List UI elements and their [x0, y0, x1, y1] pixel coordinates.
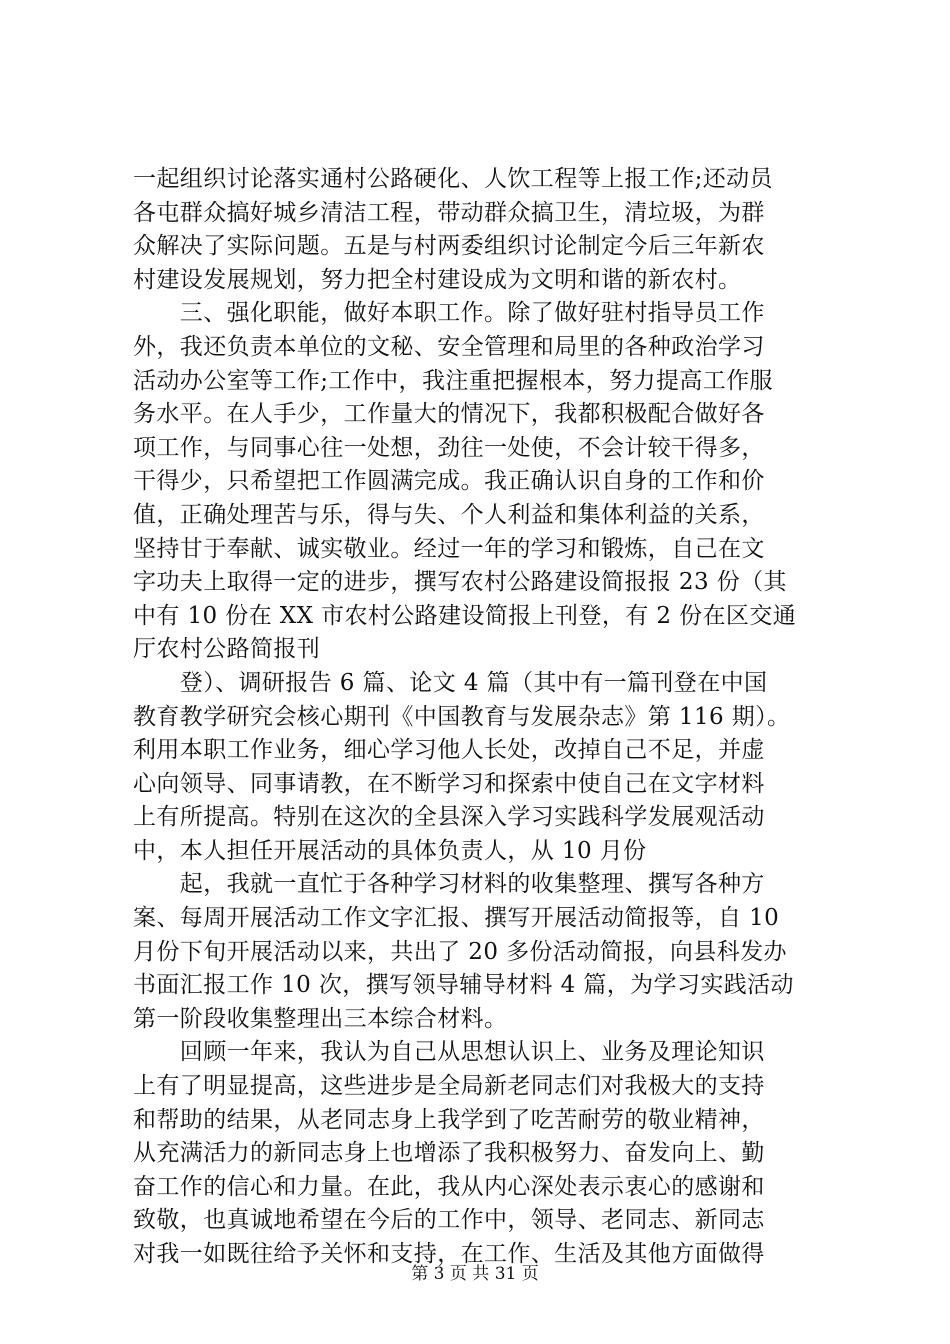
text-line: 值，正确处理苦与乐，得与失、个人利益和集体利益的关系， — [133, 501, 765, 528]
text-line: 案、每周开展活动工作文字汇报、撰写开展活动简报等，自 10 — [133, 905, 780, 932]
text-line: 上有所提高。特别在这次的全县深入学习实践科学发展观活动 — [133, 804, 765, 831]
text-line: 字功夫上取得一定的进步，撰写农村公路建设简报报 23 份（其 — [133, 569, 787, 596]
text-line: 心向领导、同事请教，在不断学习和探索中使自己在文字材料 — [133, 770, 765, 797]
text-line: 回顾一年来，我认为自己从思想认识上、业务及理论知识 — [133, 1039, 765, 1066]
text-line: 致敬，也真诚地希望在今后的工作中，领导、老同志、新同志 — [133, 1207, 765, 1234]
text-line: 对我一如既往给予关怀和支持，在工作、生活及其他方面做得 — [133, 1241, 765, 1267]
text-line: 教育教学研究会核心期刊《中国教育与发展杂志》第 116 期）。 — [133, 703, 791, 730]
text-line: 各屯群众搞好城乡清洁工程，带动群众搞卫生，清垃圾，为群 — [133, 199, 765, 226]
text-line: 坚持甘于奉献、诚实敬业。经过一年的学习和锻炼，自己在文 — [133, 535, 765, 562]
text-line: 书面汇报工作 10 次，撰写领导辅导材料 4 篇，为学习实践活动 — [133, 972, 794, 999]
text-line: 众解决了实际问题。五是与村两委组织讨论制定今后三年新农 — [133, 233, 765, 260]
text-line: 奋工作的信心和力量。在此，我从内心深处表示衷心的感谢和 — [133, 1173, 765, 1200]
text-line: 一起组织讨论落实通村公路硬化、人饮工程等上报工作;还动员 — [133, 166, 773, 192]
text-line: 上有了明显提高，这些进步是全局新老同志们对我极大的支持 — [133, 1073, 765, 1100]
text-line: 干得少，只希望把工作圆满完成。我正确认识自身的工作和价 — [133, 468, 765, 495]
text-line: 中有 10 份在 XX 市农村公路建设简报上刊登，有 2 份在区交通 — [133, 602, 797, 629]
text-line: 和帮助的结果，从老同志身上我学到了吃苦耐劳的敬业精神， — [133, 1106, 765, 1133]
document-body — [133, 163, 833, 1272]
page-number-footer: 第 3 页 共 31 页 — [411, 1264, 539, 1284]
text-line: 务水平。在人手少，工作量大的情况下，我都积极配合做好各 — [133, 401, 765, 428]
text-line: 利用本职工作业务，细心学习他人长处，改掉自己不足，并虚 — [133, 737, 765, 764]
text-line: 外，我还负责本单位的文秘、安全管理和局里的各种政治学习 — [133, 333, 765, 360]
text-line: 村建设发展规划，努力把全村建设成为文明和谐的新农村。 — [133, 266, 742, 293]
text-line: 起，我就一直忙于各种学习材料的收集整理、撰写各种方 — [133, 871, 765, 898]
text-line: 项工作，与同事心往一处想，劲往一处使，不会计较干得多， — [133, 434, 765, 461]
text-line: 登）、调研报告 6 篇、论文 4 篇（其中有一篇刊登在中国 — [133, 669, 768, 696]
text-line: 三、强化职能，做好本职工作。除了做好驻村指导员工作 — [133, 300, 765, 327]
text-line: 中，本人担任开展活动的具体负责人，从 10 月份 — [133, 837, 647, 864]
text-line: 第一阶段收集整理出三本综合材料。 — [133, 1005, 508, 1032]
text-line: 厅农村公路简报刊 — [133, 636, 321, 663]
text-line: 从充满活力的新同志身上也增添了我积极努力、奋发向上、勤 — [133, 1140, 765, 1167]
text-line: 活动办公室等工作;工作中，我注重把握根本，努力提高工作服 — [133, 367, 773, 394]
text-line: 月份下旬开展活动以来，共出了 20 多份活动简报，向县科发办 — [133, 938, 787, 965]
